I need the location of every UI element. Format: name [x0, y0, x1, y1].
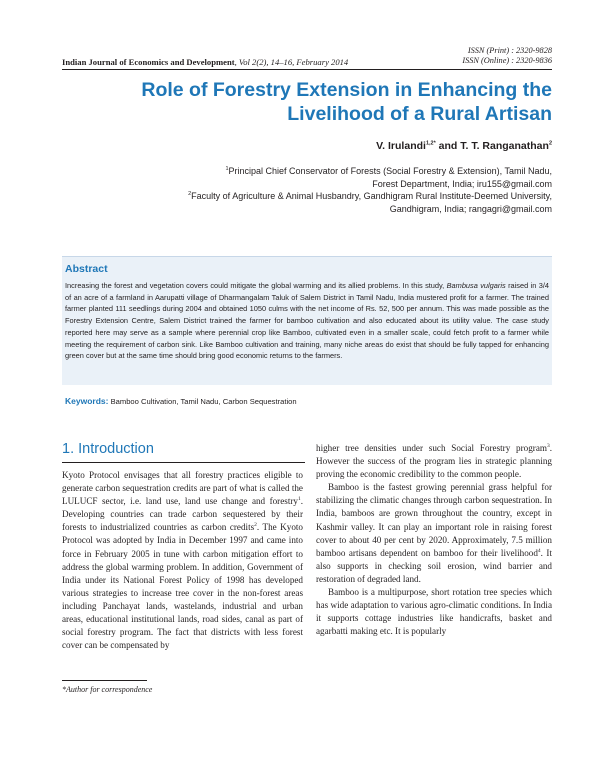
introduction-heading: 1. Introduction [62, 441, 154, 457]
author-1-affiliation-mark: 1,2* [425, 140, 436, 147]
body-column-left [62, 469, 303, 652]
intro-paragraph-3: Bamboo is a multipurpose, short rotation tree species which has wide adaptation to various agro-climatic conditions. In India it supports cottage industries like handicrafts, basket and agarbatti making etc. It is popularly [316, 587, 552, 637]
journal-name: Indian Journal of Economics and Development [62, 57, 235, 67]
intro-p2-text-a: Bamboo is the fastest growing perennial grass helpful for stabilizing the climatic changes through carbon sequestration. In India, bamboos are grown throughout the country, except in Kashmir valley. It can play an important role in raising forest cover to about 40 per cent by 2020. Approximately, 7.5 million bamboo artisans dependent on bamboo for their livelihood [316, 482, 552, 558]
author-2-affiliation-mark: 2 [548, 140, 552, 147]
keywords-list: Bamboo Cultivation, Tamil Nadu, Carbon Sequestration [108, 397, 297, 406]
issn-block [462, 46, 552, 66]
author-separator: and [435, 140, 461, 152]
intro-p1-text-b: . Developing countries can trade carbon sequestered by their forests to industrialized countries as carbon credits [62, 496, 303, 533]
journal-issue: , Vol 2(2), 14–16, February 2014 [234, 57, 349, 67]
affiliation-1-line-1: Principal Chief Conservator of Forests (Social Forestry & Extension), Tamil Nadu, [228, 166, 552, 176]
intro-p1-text-a: Kyoto Protocol envisages that all forestry practices eligible to generate carbon sequestration credits are part of what is called the LULUCF sector, i.e. land use, land use change and forestry [62, 470, 303, 507]
intro-paragraph-2 [316, 481, 552, 586]
issn-print: ISSN (Print) : 2320-9828 [467, 46, 552, 55]
intro-paragraph-1-continued [316, 442, 552, 481]
affiliation-2-line-2: Gandhigram, India; rangagri@gmail.com [389, 204, 552, 214]
issn-online: ISSN (Online) : 2320-9836 [462, 56, 552, 65]
intro-p1-cont-text-b: . However the success of the program lies in strategic planning proving the economic credibility to the common people. [316, 443, 552, 480]
abstract-text-part-2: raised in 3/4 of an acre of a farmland in Aarupatti village of Dharmangalam Taluk of Salem District in Tamil Nadu, India mustered profit for a farmer. The trained farmer planted 111 seedlings during 2004 and obtained 1050 culms with the net income of Rs. 52, 500 per annum. This was made possible as the Forestry Extension Centre, Salem District trained the farmer for bamboo cultivation and also educated about its utility value. The case study reported here may serve as a sample where perennial crop like Bamboo, cultivated even in a smaller scale, could fetch profit to a farmer while meeting the requirement of carbon sink. Like Bamboo cultivation and training, many niche areas do exist that should be fully tapped for enhancing green cover but at the same time should bring good economic returns to the farmers. [65, 281, 549, 361]
footnote-rule [62, 680, 147, 681]
citation-1: 1 [297, 496, 301, 503]
keywords [65, 396, 297, 406]
intro-paragraph-1 [62, 469, 303, 652]
affiliation-2-mark: 2 [188, 191, 192, 197]
citation-2: 2 [254, 522, 257, 529]
intro-p2-text-b: . It also supports in checking soil erosion, wind barrier and restoration of degraded land. [316, 547, 552, 584]
affiliation-1 [225, 165, 552, 191]
paper-title [62, 78, 552, 126]
affiliation-2 [188, 190, 552, 216]
title-line-1: Role of Forestry Extension in Enhancing the [141, 79, 552, 101]
affiliation-1-line-2: Forest Department, India; iru155@gmail.com [372, 179, 552, 189]
abstract-heading: Abstract [65, 263, 108, 275]
introduction-rule [62, 462, 305, 463]
correspondence-footnote: *Author for correspondence [62, 685, 153, 694]
abstract-species-name: Bambusa vulgaris [446, 281, 506, 290]
citation-4: 4 [537, 547, 541, 554]
title-line-2: Livelihood of a Rural Artisan [287, 103, 552, 125]
abstract-text-part-1: Increasing the forest and vegetation covers could mitigate the global warming and its allied problems. In this study, [65, 281, 447, 290]
header-rule [62, 69, 552, 70]
body-column-right [316, 442, 552, 638]
journal-citation [62, 57, 348, 67]
citation-3: 3 [546, 442, 550, 449]
affiliation-1-mark: 1 [225, 166, 229, 172]
intro-p1-text-c: . The Kyoto Protocol was adopted by India in December 1997 and came into force in February 2005 in tune with carbon mitigation effort to address the global warming problem. In addition, Government of India under its National Forest Policy of 1998 has developed various strategies to increase tree cover in the non-forest areas including Panchayat lands, wastelands, industrial and urban areas, educational institutional lands, road sides, canal as part of social forestry program. The fact that districts with less forest cover can be compensated by [62, 522, 303, 651]
affiliation-2-line-1: Faculty of Agriculture & Animal Husbandry, Gandhigram Rural Institute-Deemed University, [191, 191, 552, 201]
author-list [376, 140, 552, 152]
intro-p1-cont-text-a: higher tree densities under such Social Forestry program [316, 443, 547, 453]
author-1: V. Irulandi [376, 140, 426, 152]
keywords-label: Keywords: [65, 396, 109, 406]
author-2: T. T. Ranganathan [460, 140, 549, 152]
abstract-text [65, 280, 549, 362]
